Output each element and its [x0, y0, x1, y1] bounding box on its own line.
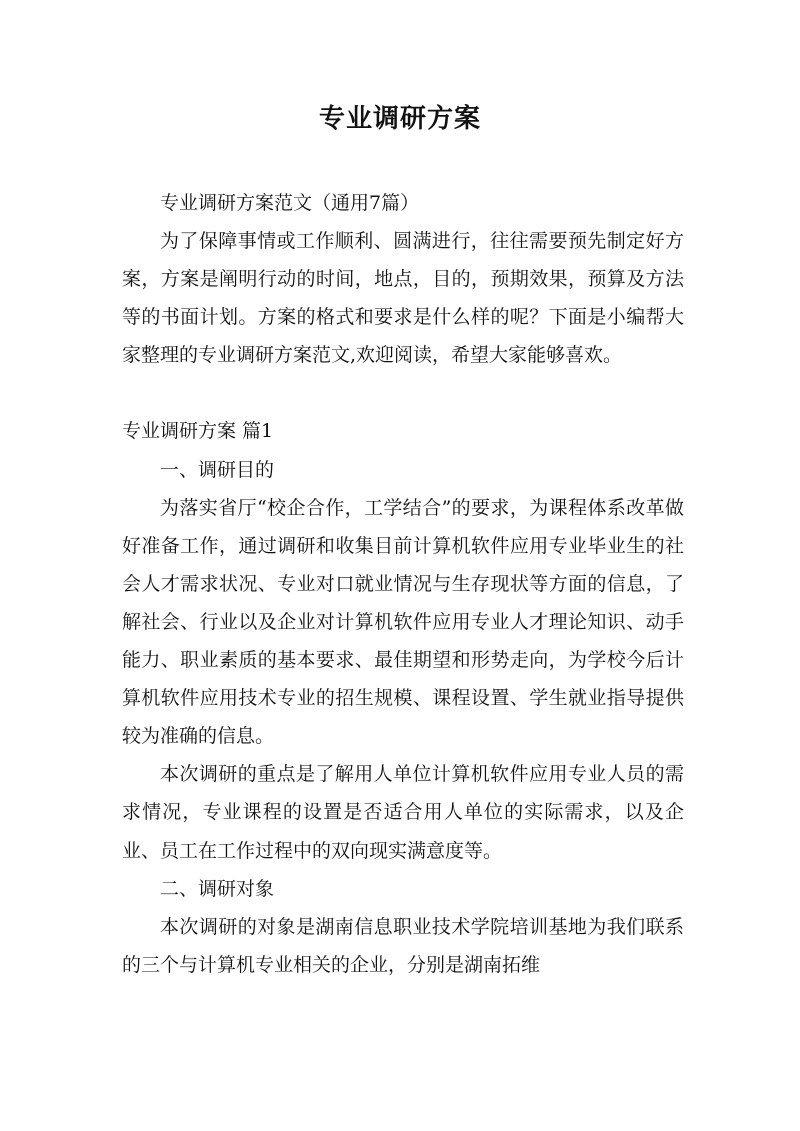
subsection-heading-purpose: 一、调研目的 — [160, 458, 275, 481]
document-title: 专业调研方案 — [318, 104, 481, 134]
focus-paragraph: 本次调研的重点是了解用人单位计算机软件应用专业人员的需求情况，专业课程的设置是否适合用人单位的实际需求，以及企业、员工在工作过程中的双向现实满意度等。 — [122, 763, 684, 862]
subsection-heading-subjects: 二、调研对象 — [160, 877, 275, 900]
intro-subtitle: 专业调研方案范文（通用7篇） — [160, 192, 420, 214]
subjects-paragraph: 本次调研的对象是湖南信息职业技术学院培训基地为我们联系的三个与计算机专业相关的企业，分别是湖南拓维 — [122, 915, 684, 976]
section-heading: 专业调研方案 篇1 — [122, 420, 274, 443]
intro-paragraph: 为了保障事情或工作顺利、圆满进行，往往需要预先制定好方案，方案是阐明行动的时间，地点，目的，预期效果，预算及方法等的书面计划。方案的格式和要求是什么样的呢？下面是小编帮大家整理的专业调研方案范文,欢迎阅读，希望大家能够喜欢。 — [122, 230, 684, 367]
purpose-paragraph: 为落实省厅“校企合作，工学结合”的要求，为课程体系改革做好准备工作，通过调研和收集目前计算机软件应用专业毕业生的社会人才需求状况、专业对口就业情况与生存现状等方面的信息，了解社会、行业以及企业对计算机软件应用专业人才理论知识、动手能力、职业素质的基本要求、最佳期望和形势走向，为学校今后计算机软件应用技术专业的招生规模、课程设置、学生就业指导提供较为准确的信息。 — [122, 496, 684, 748]
document-body — [122, 184, 684, 984]
